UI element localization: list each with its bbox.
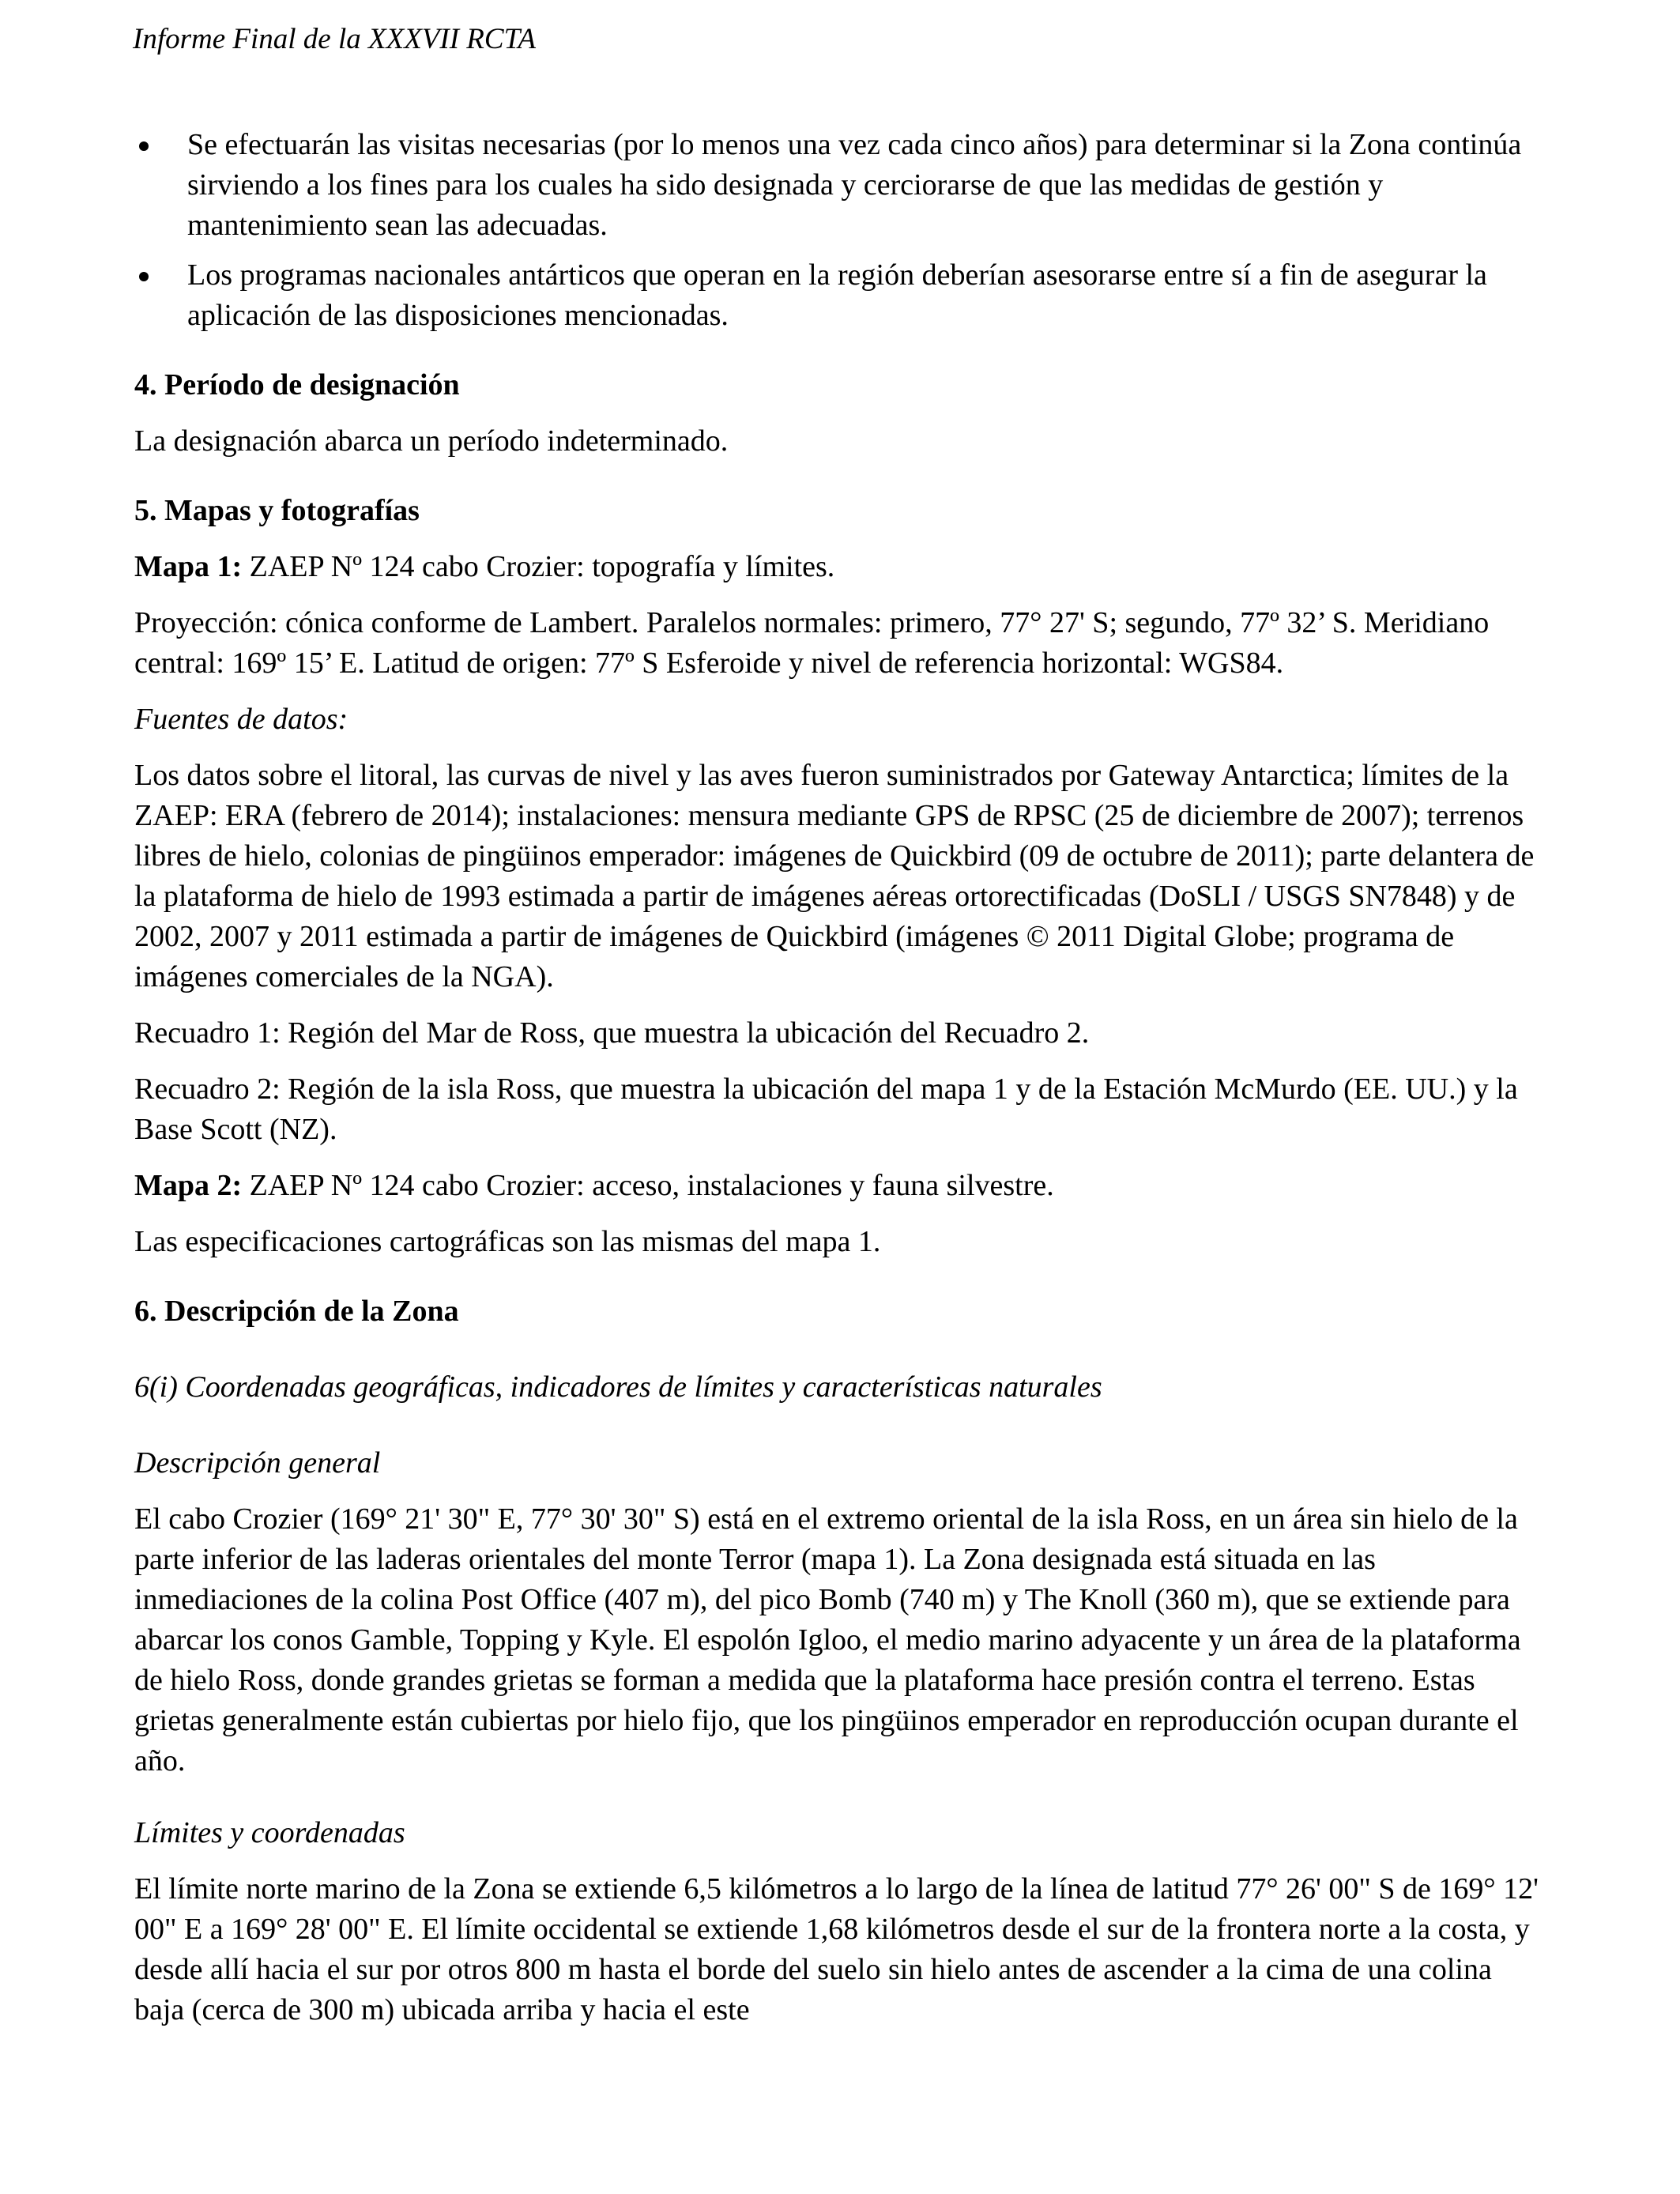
bullet-icon bbox=[139, 272, 149, 281]
map1-text: ZAEP Nº 124 cabo Crozier: topografía y límites. bbox=[242, 550, 835, 583]
sources-text: Los datos sobre el litoral, las curvas de nivel y las aves fueron suministrados por Gateway Antarctica; límites de la ZAEP: ERA (febrero de 2014); instalaciones: mensura mediante GPS de RPSC (25 de diciembre de 2007); terrenos libres de hielo, colonias de pingüinos emperador: imágenes de Quickbird (09 de octubre de 2011); parte delantera de la plataforma de hielo de 1993 estimada a partir de imágenes aéreas ortorectificadas (DoSLI / USGS SN7848) y de 2002, 2007 y 2011 estimada a partir de imágenes de Quickbird (imágenes © 2011 Digital Globe; programa de imágenes comerciales de la NGA). bbox=[134, 759, 1535, 993]
general-description-text: El cabo Crozier (169° 21' 30" E, 77° 30' 30" S) está en el extremo oriental de la isla Ross, en un área sin hielo de la parte inferior de las laderas orientales del monte Terror (mapa 1). La Zona designada está situada en las inmediaciones de la colina Post Office (407 m), del pico Bomb (740 m) y The Knoll (360 m), que se extiende para abarcar los conos Gamble, Topping y Kyle. El espolón Igloo, el medio marino adyacente y un área de la plataforma de hielo Ross, donde grandes grietas se forman a medida que la plataforma hace presión contra el terreno. Estas grietas generalmente están cubiertas por hielo fijo, que los pingüinos emperador en reproducción ocupan durante el año. bbox=[134, 1502, 1521, 1777]
map1-caption bbox=[134, 547, 1549, 587]
limits-text: El límite norte marino de la Zona se extiende 6,5 kilómetros a lo largo de la línea de latitud 77° 26' 00" S de 169° 12' 00" E a 169° 28' 00" E. El límite occidental se extiende 1,68 kilómetros desde el sur de la frontera norte a la costa, y desde allí hacia el sur por otros 800 m hasta el borde del suelo sin hielo antes de ascender a la cima de una colina baja (cerca de 300 m) ubicada arriba y hacia el este bbox=[134, 1872, 1539, 2026]
designation-text: La designación abarca un período indeterminado. bbox=[134, 424, 729, 458]
subsection-heading-coordinates: 6(i) Coordenadas geográficas, indicadores de límites y características naturales bbox=[134, 1370, 1102, 1404]
bullet-icon bbox=[139, 141, 149, 151]
limits-label: Límites y coordenadas bbox=[134, 1816, 405, 1849]
inset2-text: Recuadro 2: Región de la isla Ross, que muestra la ubicación del mapa 1 y de la Estación McMurdo (EE. UU.) y la Base Scott (NZ). bbox=[134, 1072, 1518, 1146]
bullet-list bbox=[134, 125, 1549, 336]
section-heading-description: 6. Descripción de la Zona bbox=[134, 1295, 459, 1328]
list-item bbox=[134, 125, 1549, 246]
list-item bbox=[134, 255, 1549, 336]
map1-label: Mapa 1: bbox=[134, 550, 243, 583]
running-header: Informe Final de la XXXVII RCTA bbox=[133, 23, 537, 55]
section-heading-designation: 4. Período de designación bbox=[134, 368, 460, 401]
projection-text: Proyección: cónica conforme de Lambert. Paralelos normales: primero, 77° 27' S; segundo, 77º 32’ S. Meridiano central: 169º 15’ E. Latitud de origen: 77º S Esferoide y nivel de referencia horizontal: WGS84. bbox=[134, 606, 1490, 680]
map2-text: ZAEP Nº 124 cabo Crozier: acceso, instalaciones y fauna silvestre. bbox=[242, 1169, 1054, 1202]
list-item-text: Los programas nacionales antárticos que operan en la región deberían asesorarse entre sí a fin de asegurar la aplicación de las disposiciones mencionadas. bbox=[187, 258, 1487, 332]
document-body bbox=[134, 125, 1549, 2030]
sources-label: Fuentes de datos: bbox=[134, 703, 348, 736]
inset1-text: Recuadro 1: Región del Mar de Ross, que muestra la ubicación del Recuadro 2. bbox=[134, 1016, 1090, 1050]
general-description-label: Descripción general bbox=[134, 1446, 381, 1480]
map2-caption bbox=[134, 1166, 1549, 1206]
map2-label: Mapa 2: bbox=[134, 1169, 243, 1202]
list-item-text: Se efectuarán las visitas necesarias (por lo menos una vez cada cinco años) para determinar si la Zona continúa sirviendo a los fines para los cuales ha sido designada y cerciorarse de que las medidas de gestión y mantenimiento sean las adecuadas. bbox=[187, 128, 1522, 242]
section-heading-maps: 5. Mapas y fotografías bbox=[134, 494, 420, 527]
specs-text: Las especificaciones cartográficas son las mismas del mapa 1. bbox=[134, 1225, 881, 1258]
